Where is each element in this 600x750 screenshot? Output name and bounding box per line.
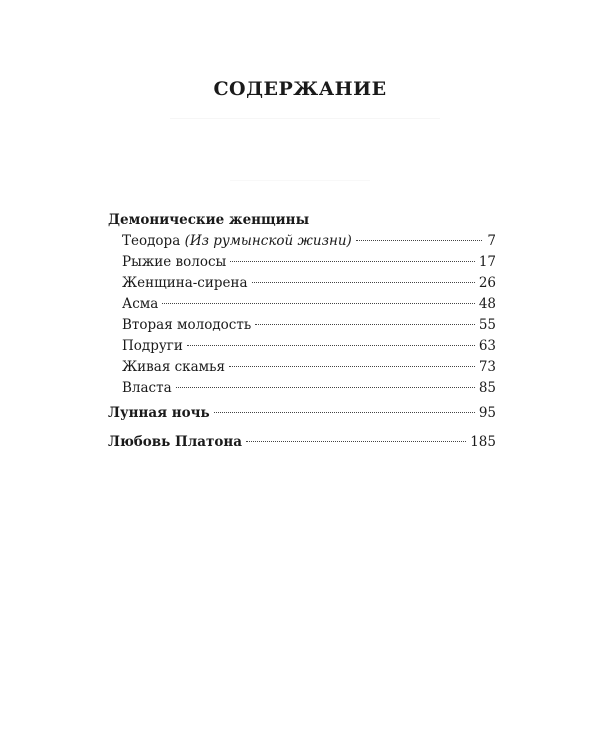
- show-through-text: [230, 180, 370, 191]
- leader-dots: [356, 240, 482, 241]
- toc-entry: [108, 378, 496, 399]
- toc-entry-subtitle: (Из румынской жизни): [184, 233, 352, 249]
- leader-dots: [255, 324, 475, 325]
- toc-entry: [108, 336, 496, 357]
- toc-entry-label: Вторая молодость: [122, 317, 252, 333]
- toc-entry: [108, 273, 496, 294]
- toc-entry-label: Асма: [122, 296, 159, 312]
- leader-dots: [176, 387, 475, 388]
- toc-entry-page: 17: [478, 254, 496, 270]
- table-of-contents: [108, 208, 496, 453]
- toc-entry: [108, 403, 496, 424]
- toc-entry: [108, 315, 496, 336]
- leader-dots: [187, 345, 475, 346]
- toc-entry-page: 26: [478, 275, 496, 291]
- toc-entry-label: Живая скамья: [122, 359, 226, 375]
- toc-entry-page: 185: [470, 434, 496, 450]
- toc-section-heading: Демонические женщины: [108, 212, 310, 228]
- toc-entry: [108, 231, 496, 252]
- toc-entry: [108, 294, 496, 315]
- toc-entry: [108, 252, 496, 273]
- toc-entry-label: Рыжие волосы: [122, 254, 227, 270]
- leader-dots: [252, 282, 475, 283]
- leader-dots: [162, 303, 474, 304]
- toc-entry-label: Теодора (Из румынской жизни): [122, 233, 352, 249]
- toc-entry-label: Женщина-сирена: [122, 275, 248, 291]
- toc-entry-page: 85: [478, 380, 496, 396]
- toc-entry: [108, 432, 496, 453]
- toc-entry: [108, 357, 496, 378]
- show-through-text: [170, 118, 440, 137]
- leader-dots: [230, 261, 475, 262]
- leader-dots: [229, 366, 475, 367]
- toc-entry-page: 73: [478, 359, 496, 375]
- leader-dots: [246, 441, 466, 442]
- toc-entry-page: 95: [478, 405, 496, 421]
- toc-entry-label: Власта: [122, 380, 172, 396]
- toc-entry-label: Подруги: [122, 338, 183, 354]
- leader-dots: [214, 412, 475, 413]
- toc-entry-label: Лунная ночь: [108, 405, 210, 421]
- toc-entry-page: 63: [478, 338, 496, 354]
- toc-entry-page: 48: [478, 296, 496, 312]
- toc-entry-label: Любовь Платона: [108, 434, 243, 450]
- toc-entry-page: 7: [487, 233, 496, 249]
- toc-entry-page: 55: [478, 317, 496, 333]
- page-title: СОДЕРЖАНИЕ: [213, 78, 387, 100]
